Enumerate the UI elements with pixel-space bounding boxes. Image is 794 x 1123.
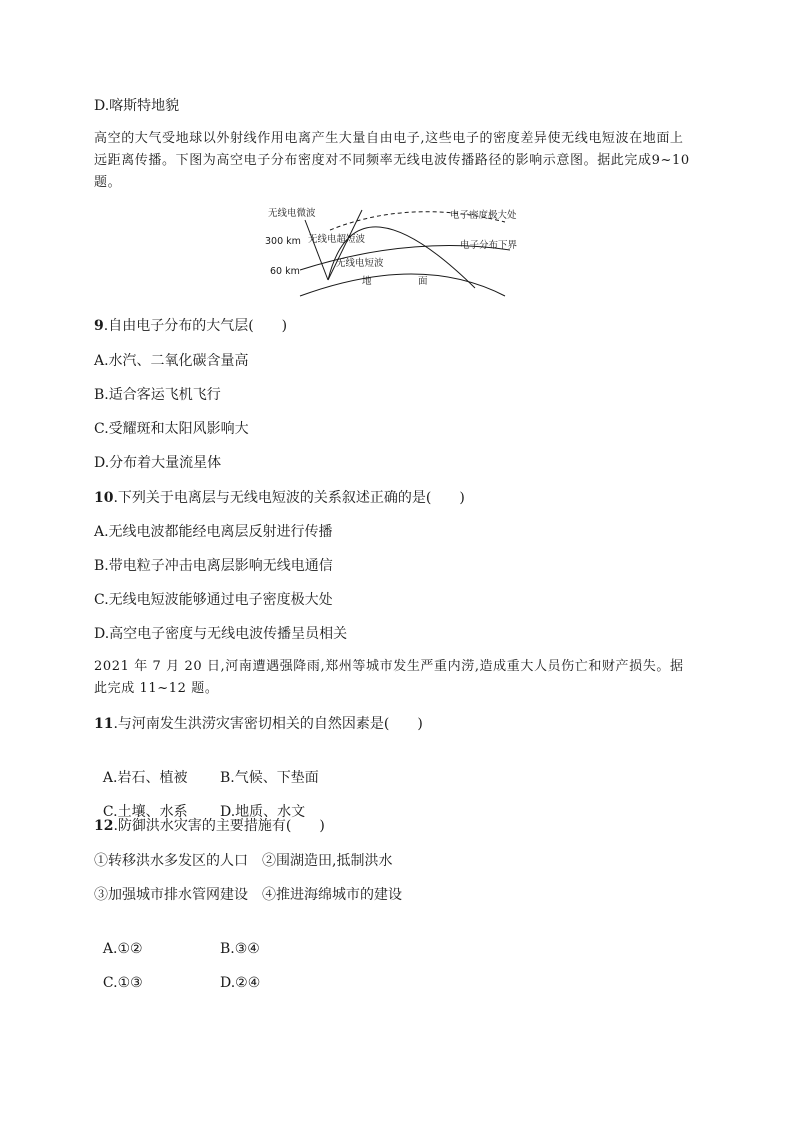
q8-option-d: D.喀斯特地貌 xyxy=(94,98,180,114)
ultrashort-ray xyxy=(305,220,328,280)
q12-option-a: A.①② xyxy=(102,941,143,957)
q10-stem: 10.下列关于电离层与无线电短波的关系叙述正确的是( ) xyxy=(94,490,465,506)
q10-option-c: C.无线电短波能够通过电子密度极大处 xyxy=(94,592,333,608)
q10-option-b: B.带电粒子冲击电离层影响无线电通信 xyxy=(94,558,333,574)
q9-option-d: D.分布着大量流星体 xyxy=(94,455,222,471)
label-density-max: 电子密度极大处 xyxy=(450,210,517,221)
q12-options-row-2 xyxy=(94,953,261,993)
q11-stem: 11.与河南发生洪涝灾害密切相关的自然因素是( ) xyxy=(94,716,423,732)
q12-option-d: D.②④ xyxy=(220,975,261,991)
label-alt-300: 300 km xyxy=(265,236,301,247)
passage-2: 2021 年 7 月 20 日,河南遭遇强降雨,郑州等城市发生严重内涝,造成重大人员伤亡和财产损失。据此完成 11~12 题。 xyxy=(94,659,684,696)
q10-option-d: D.高空电子密度与无线电波传播呈员相关 xyxy=(94,626,348,642)
label-ultrashort: 无线电超短波 xyxy=(308,234,366,245)
ground-curve xyxy=(300,274,505,296)
passage-1: 高空的大气受地球以外射线作用电离产生大量自由电子,这些电子的密度差异使无线电短波在地面上远距离传播。下图为高空电子分布密度对不同频率无线电波传播路径的影响示意图。据此完成9~10题。 xyxy=(94,131,690,190)
q11-option-b: B.气候、下垫面 xyxy=(220,770,319,786)
microwave-ray xyxy=(328,210,362,280)
q12-item-row-2: ③加强城市排水管网建设 ④推进海绵城市的建设 xyxy=(94,887,402,903)
radio-wave-diagram xyxy=(260,200,540,305)
q12-option-c: C.①③ xyxy=(102,975,143,991)
q9-option-b: B.适合客运飞机飞行 xyxy=(94,387,221,403)
q12-option-b: B.③④ xyxy=(220,941,260,957)
q10-option-a: A.无线电波都能经电离层反射进行传播 xyxy=(94,524,333,540)
label-alt-60: 60 km xyxy=(270,266,300,277)
q11-option-c: C.土壤、水系 xyxy=(102,804,188,820)
label-shortwave: 无线电短波 xyxy=(336,258,384,269)
q9-stem: 9.自由电子分布的大气层( ) xyxy=(94,318,288,334)
label-lower-bound: 电子分布下界 xyxy=(460,240,518,251)
q11-option-a: A.岩石、植被 xyxy=(102,770,188,786)
q9-option-c: C.受耀斑和太阳风影响大 xyxy=(94,421,249,437)
label-microwave: 无线电微波 xyxy=(268,208,316,219)
q12-stem: 12.防御洪水灾害的主要措施有( ) xyxy=(94,818,325,834)
q11-option-d: D.地质、水文 xyxy=(220,804,306,820)
label-ground-1: 地 xyxy=(362,276,372,287)
label-ground-2: 面 xyxy=(418,276,428,287)
q12-item-row-1: ①转移洪水多发区的人口 ②围湖造田,抵制洪水 xyxy=(94,853,393,869)
q9-option-a: A.水汽、二氧化碳含量高 xyxy=(94,353,249,369)
